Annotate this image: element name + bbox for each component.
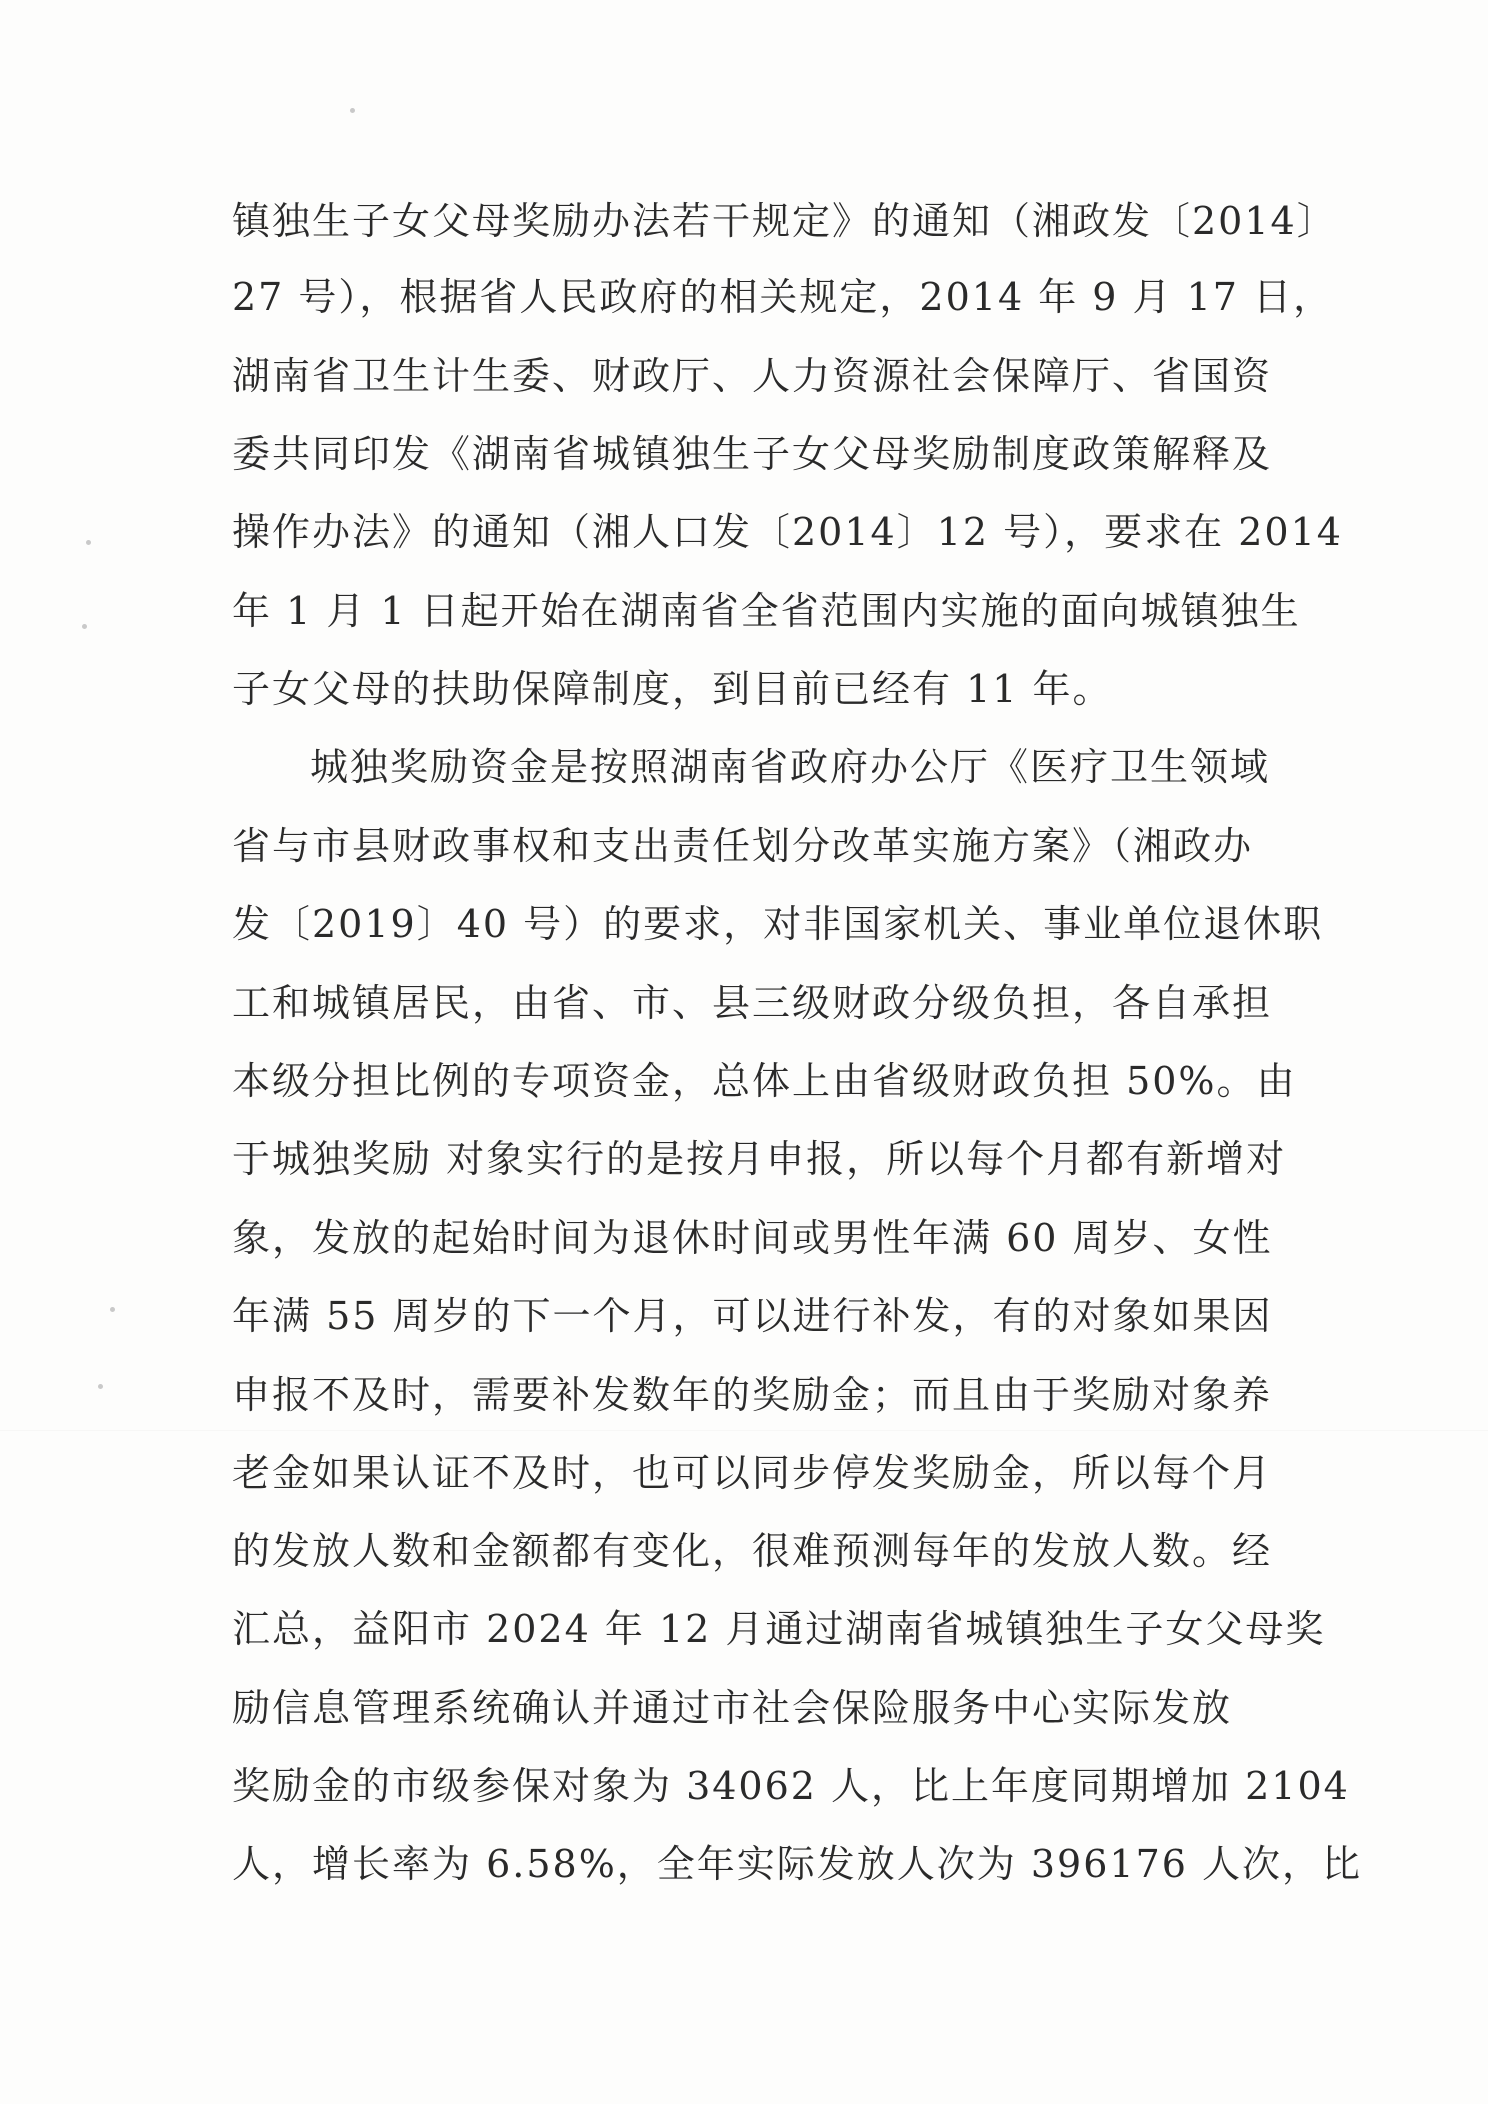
text-line: 本级分担比例的专项资金，总体上由省级财政负担 50%。由 xyxy=(232,1059,1297,1103)
text-line: 汇总，益阳市 2024 年 12 月通过湖南省城镇独生子女父母奖 xyxy=(232,1607,1326,1651)
scan-fold-line xyxy=(0,1430,1488,1431)
text-line: 年 1 月 1 日起开始在湖南省全省范围内实施的面向城镇独生 xyxy=(232,589,1301,633)
scan-speck xyxy=(98,1384,103,1389)
scan-speck xyxy=(110,1307,115,1312)
text-line: 人，增长率为 6.58%，全年实际发放人次为 396176 人次，比 xyxy=(232,1842,1363,1886)
text-line: 省与市县财政事权和支出责任划分改革实施方案》（湘政办 xyxy=(232,824,1254,868)
scan-speck xyxy=(350,108,355,113)
text-line: 于城独奖励 对象实行的是按月申报，所以每个月都有新增对 xyxy=(232,1137,1287,1181)
text-line: 子女父母的扶助保障制度，到目前已经有 11 年。 xyxy=(232,667,1113,711)
text-line: 湖南省卫生计生委、财政厅、人力资源社会保障厅、省国资 xyxy=(232,354,1273,398)
text-line: 镇独生子女父母奖励办法若干规定》的通知（湘政发〔2014〕 xyxy=(232,199,1337,243)
text-line: 发〔2019〕40 号）的要求，对非国家机关、事业单位退休职 xyxy=(232,902,1324,946)
text-line: 的发放人数和金额都有变化，很难预测每年的发放人数。经 xyxy=(232,1529,1273,1573)
text-line: 委共同印发《湖南省城镇独生子女父母奖励制度政策解释及 xyxy=(232,432,1273,476)
text-line: 奖励金的市级参保对象为 34062 人，比上年度同期增加 2104 xyxy=(232,1764,1350,1808)
text-line: 申报不及时，需要补发数年的奖励金；而且由于奖励对象养 xyxy=(232,1373,1273,1417)
text-line: 老金如果认证不及时，也可以同步停发奖励金，所以每个月 xyxy=(232,1451,1273,1495)
text-line: 27 号），根据省人民政府的相关规定，2014 年 9 月 17 日， xyxy=(232,275,1334,319)
text-line: 操作办法》的通知（湘人口发〔2014〕12 号），要求在 2014 xyxy=(232,510,1343,554)
paragraph-first-line: 城独奖励资金是按照湖南省政府办公厅《医疗卫生领域 xyxy=(310,745,1271,789)
text-line: 象，发放的起始时间为退休时间或男性年满 60 周岁、女性 xyxy=(232,1216,1273,1260)
text-line: 工和城镇居民，由省、市、县三级财政分级负担，各自承担 xyxy=(232,981,1273,1025)
text-line: 励信息管理系统确认并通过市社会保险服务中心实际发放 xyxy=(232,1686,1233,1730)
scan-speck xyxy=(82,624,87,629)
text-line: 年满 55 周岁的下一个月，可以进行补发，有的对象如果因 xyxy=(232,1294,1273,1338)
scan-speck xyxy=(86,540,91,545)
